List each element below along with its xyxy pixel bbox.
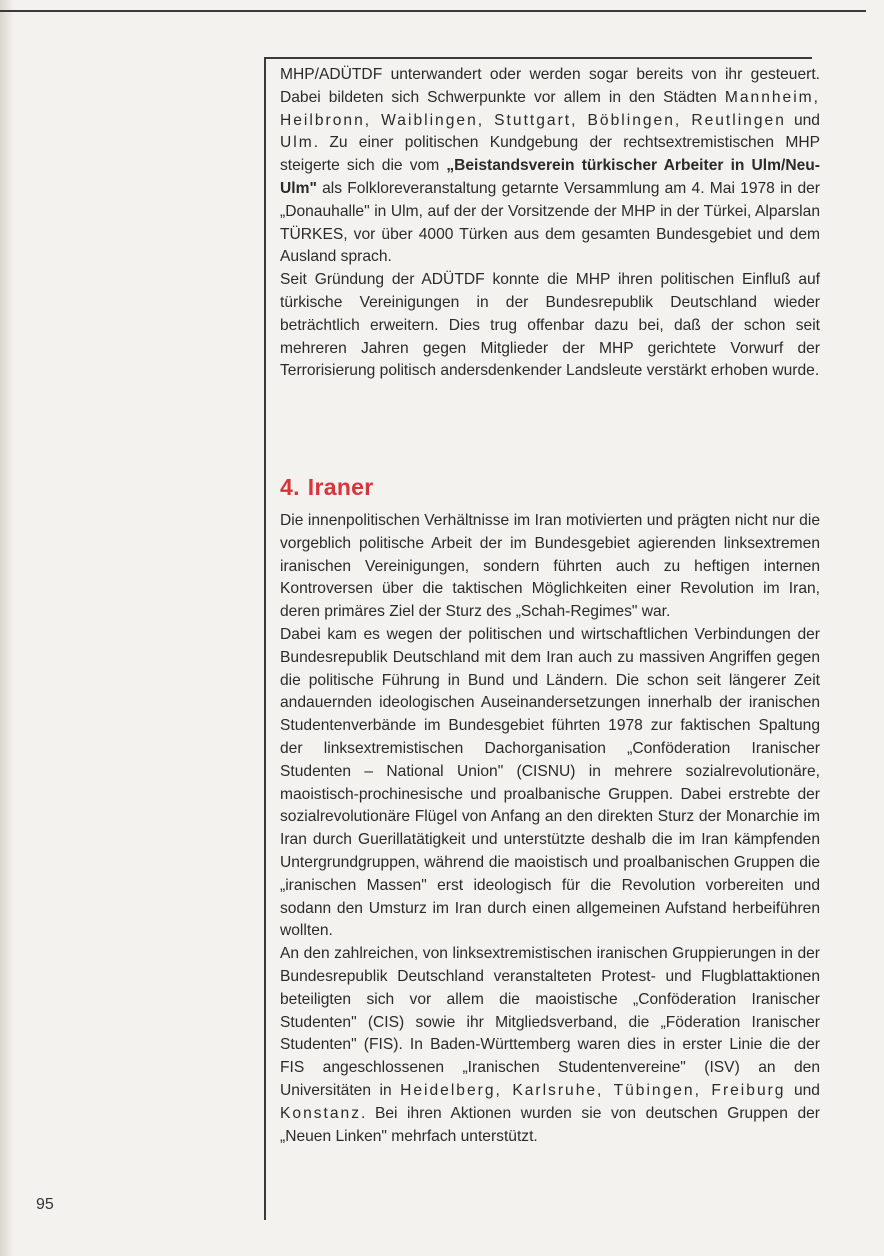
section-title: Iraner	[307, 474, 374, 500]
spaced-city-list: Heidelberg, Karlsruhe, Tübingen, Freiburg	[400, 1081, 786, 1099]
paragraph: Seit Gründung der ADÜTDF konnte die MHP ihren politischen Einfluß auf türkische Vereinigungen in der Bundesrepublik Deutschland wieder beträchtlich erweitern. Dies trug offenbar dazu bei, daß der schon seit mehreren Jahren gegen Mitglieder der MHP gerichtete Vorwurf der Terrorisierung politisch andersdenkender Landsleute verstärkt erhoben wurde.	[280, 271, 820, 380]
text-column-bottom	[280, 510, 820, 1148]
text-run: und	[785, 111, 820, 129]
text-run: und	[785, 1081, 820, 1099]
text-run: . Zu einer politischen Kundgebung der rechtsextremistischen MHP steigerte sich die vom	[280, 134, 820, 175]
text-run: als Folkloreveranstaltung getarnte Versammlung am 4. Mai 1978 in der „Donauhalle" in Ulm, auf der der Vorsitzende der MHP in der Türkei, Alparslan TÜRKES, vor über 4000 Türken aus dem gesamten Bundesgebiet und dem Ausland sprach.	[280, 179, 820, 266]
section-heading	[280, 474, 374, 501]
text-run: An den zahlreichen, von linksextremistischen iranischen Gruppierungen in der Bundesrepublik Deutschland veranstalteten Protest- und Flugblattaktionen beteiligten sich vor allem die maoistische „Conföderation Iranischer Studenten" (CIS) sowie ihr Mitgliedsverband, die „Föderation Iranischer Studenten" (FIS). In Baden-Württemberg waren dies in erster Linie die der FIS angeschlossenen „Iranischen Studentenvereine" (ISV) an den Universitäten in	[280, 945, 820, 1099]
paragraph: Die innenpolitischen Verhältnisse im Iran motivierten und prägten nicht nur die vorgeblich politische Arbeit der im Bundesgebiet agierenden linksextremen iranischen Vereinigungen, sondern führten auch zu heftigen internen Kontroversen über die taktischen Möglichkeiten einer Revolution im Iran, deren primäres Ziel der Sturz des „Schah-Regimes" war.	[280, 512, 820, 621]
page-shadow	[0, 0, 14, 1256]
text-run: . Bei ihren Aktionen wurden sie von deutschen Gruppen der „Neuen Linken" mehrfach unterstützt.	[280, 1104, 820, 1145]
margin-rule-horizontal	[264, 57, 812, 59]
page-number: 95	[36, 1196, 54, 1213]
top-rule	[0, 10, 866, 12]
bold-organization-name: „Beistandsverein türkischer Arbeiter in Ulm/Neu-Ulm"	[280, 157, 820, 197]
paragraph	[280, 943, 820, 1148]
text-column-top	[280, 64, 820, 383]
section-number: 4.	[280, 474, 300, 500]
margin-rule-vertical	[264, 57, 266, 1220]
text-run: MHP/ADÜTDF unterwandert oder werden sogar bereits von ihr gesteuert. Dabei bildeten sich Schwerpunkte vor allem in den Städten	[280, 66, 820, 106]
paragraph: Dabei kam es wegen der politischen und wirtschaftlichen Verbindungen der Bundesrepublik Deutschland mit dem Iran auch zu massiven Angriffen gegen die politische Führung in Bund und Ländern. Die schon seit längerer Zeit andauernden ideologischen Auseinandersetzungen innerhalb der iranischen Studentenverbände im Bundesgebiet führten 1978 zur faktischen Spaltung der linksextremistischen Dachorganisation „Conföderation Iranischer Studenten – National Union" (CISNU) in mehrere sozialrevolutionäre, maoistisch-prochinesische und proalbanische Gruppen. Dabei erstrebte der sozialrevolutionäre Flügel von Anfang an den direkten Sturz der Monarchie im Iran durch Guerillatätigkeit und unterstützte deshalb die im Iran kämpfenden Untergrundgruppen, während die maoistisch und proalbanischen Gruppen die „iranischen Massen" erst ideologisch für die Revolution vorbereiten und sodann den Umsturz im Iran durch einen allgemeinen Aufstand herbeiführen wollten.	[280, 625, 820, 940]
spaced-city: Konstanz	[280, 1104, 362, 1122]
spaced-city-list: Mannheim, Heilbronn, Waiblingen, Stuttgart, Böblingen, Reutlingen	[280, 88, 820, 129]
spaced-city: Ulm	[280, 134, 314, 152]
paragraph	[280, 64, 820, 269]
